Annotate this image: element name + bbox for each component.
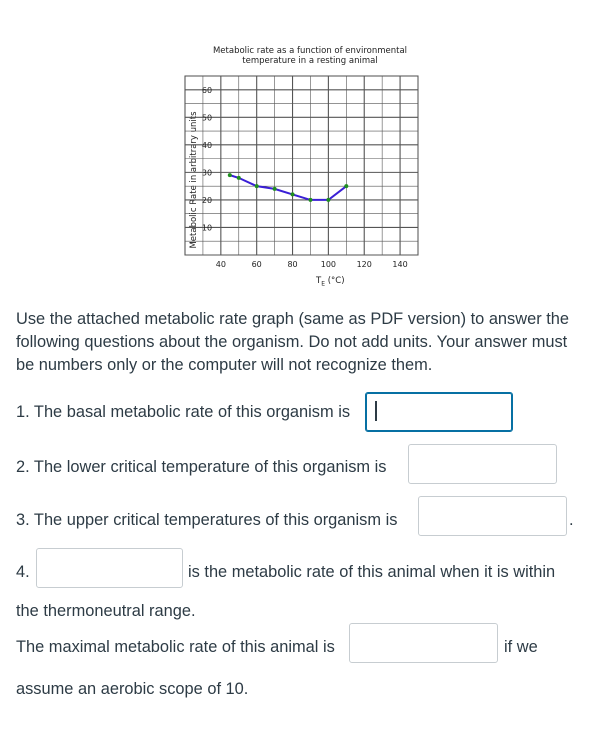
- y-tick-label: 30: [201, 168, 213, 178]
- chart-grid: [185, 76, 418, 255]
- question-4-number: 4.: [16, 563, 30, 581]
- x-axis-label-sub: E: [321, 280, 325, 288]
- metabolic-rate-chart: [0, 0, 604, 300]
- answer-3-input[interactable]: [418, 496, 567, 536]
- data-point: [228, 173, 232, 177]
- question-5-text-continued: assume an aerobic scope of 10.: [16, 680, 249, 698]
- data-point: [326, 198, 330, 202]
- data-point: [308, 198, 312, 202]
- instructions-text: Use the attached metabolic rate graph (same as PDF version) to answer the following questions about the organism. Do not add units. Your answer must be numbers only or the computer will not recognize them.: [16, 310, 569, 374]
- data-point: [273, 187, 277, 191]
- x-tick-label: 140: [392, 260, 408, 269]
- question-2-text: 2. The lower critical temperature of this organism is: [16, 458, 387, 476]
- question-5-end: if we: [504, 638, 538, 656]
- question-4-text-continued: the thermoneutral range.: [16, 602, 196, 620]
- x-tick-label: 40: [215, 260, 226, 269]
- question-3-text: 3. The upper critical temperatures of this organism is: [16, 511, 398, 529]
- x-tick-label: 80: [287, 260, 298, 269]
- data-point: [255, 184, 259, 188]
- answer-1-input[interactable]: [365, 392, 513, 432]
- x-tick-label: 120: [356, 260, 372, 269]
- y-tick-label: 60: [201, 85, 213, 95]
- data-point: [291, 192, 295, 196]
- plot-frame: [185, 76, 418, 255]
- y-tick-label: 40: [201, 140, 213, 150]
- y-tick-label: 10: [201, 223, 213, 233]
- text-caret: [375, 401, 377, 421]
- chart-title-line-1: Metabolic rate as a function of environmental: [212, 46, 408, 56]
- answer-5-input[interactable]: [349, 623, 498, 663]
- chart-title-line-2: temperature in a resting animal: [242, 56, 378, 66]
- question-5-text: The maximal metabolic rate of this animal is: [16, 638, 335, 656]
- y-tick-label: 50: [201, 113, 213, 123]
- y-tick-label: 20: [201, 195, 213, 205]
- answer-2-input[interactable]: [408, 444, 557, 484]
- x-axis-label-unit: (°C): [327, 276, 345, 286]
- data-point: [237, 176, 241, 180]
- data-point: [344, 184, 348, 188]
- answer-4-input[interactable]: [36, 548, 183, 588]
- question-1-text: 1. The basal metabolic rate of this organism is: [16, 403, 351, 421]
- chart-series: [228, 173, 348, 202]
- y-axis-label: Metabolic Rate in arbitrary units: [189, 111, 199, 249]
- question-4-text: is the metabolic rate of this animal when it is within: [188, 563, 556, 581]
- x-tick-label: 60: [251, 260, 262, 269]
- x-tick-label: 100: [320, 260, 337, 269]
- x-axis-label-main: T: [316, 276, 322, 286]
- question-3-period: .: [569, 511, 574, 529]
